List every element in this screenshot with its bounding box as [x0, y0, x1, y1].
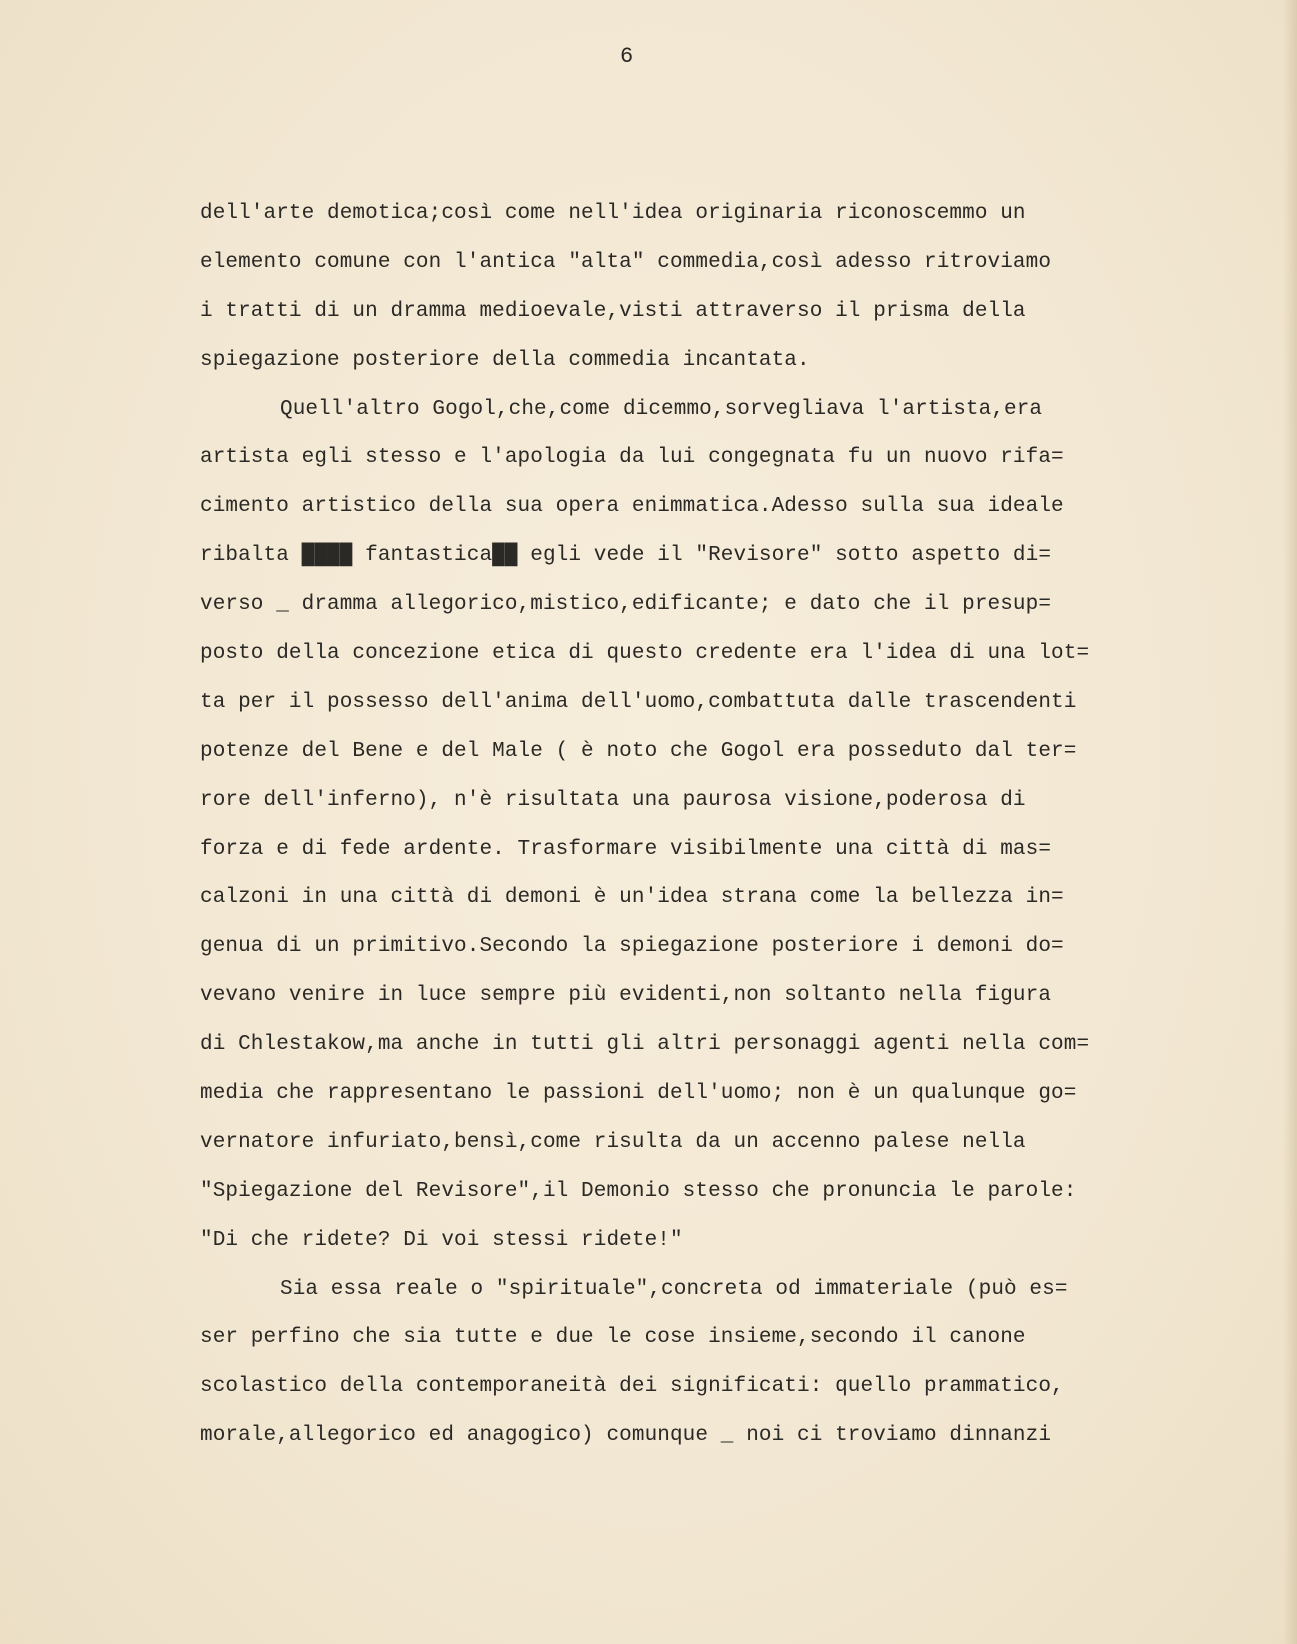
- text-line: calzoni in una città di demoni è un'idea strana come la bellezza in=: [200, 886, 1064, 910]
- text-line: cimento artistico della sua opera enimmatica.Adesso sulla sua ideale: [200, 495, 1064, 519]
- text-line: artista egli stesso e l'apologia da lui congegnata fu un nuovo rifa=: [200, 446, 1064, 470]
- paragraph-start-line: Sia essa reale o "spirituale",concreta od immateriale (può es=: [280, 1277, 1068, 1301]
- text-line: ta per il possesso dell'anima dell'uomo,combattuta dalle trascendenti: [200, 690, 1077, 714]
- text-line: spiegazione posteriore della commedia incantata.: [200, 348, 810, 372]
- text-line: scolastico della contemporaneità dei significati: quello prammatico,: [200, 1375, 1064, 1399]
- page-number: 6: [620, 44, 635, 69]
- text-line: forza e di fede ardente. Trasformare visibilmente una città di mas=: [200, 837, 1052, 861]
- body-text: [200, 190, 1240, 1461]
- text-line: "Di che ridete? Di voi stessi ridete!": [200, 1228, 683, 1252]
- text-line: ser perfino che sia tutte e due le cose insieme,secondo il canone: [200, 1326, 1026, 1350]
- text-line: media che rappresentano le passioni dell'uomo; non è un qualunque go=: [200, 1082, 1077, 1106]
- text-line: dell'arte demotica;così come nell'idea originaria riconoscemmo un: [200, 202, 1026, 225]
- text-line: ribalta ████ fantastica██ egli vede il "Revisore" sotto aspetto di=: [200, 544, 1052, 568]
- paragraph-start-line: Quell'altro Gogol,che,come dicemmo,sorvegliava l'artista,era: [280, 397, 1043, 421]
- text-line: posto della concezione etica di questo credente era l'idea di una lot=: [200, 642, 1090, 666]
- text-line: elemento comune con l'antica "alta" commedia,così adesso ritroviamo: [200, 250, 1052, 274]
- text-line: verso _ dramma allegorico,mistico,edificante; e dato che il presup=: [200, 593, 1052, 617]
- text-line: genua di un primitivo.Secondo la spiegazione posteriore i demoni do=: [200, 935, 1064, 959]
- text-line: morale,allegorico ed anagogico) comunque _ noi ci troviamo dinnanzi: [200, 1424, 1052, 1448]
- text-line: vevano venire in luce sempre più evidenti,non soltanto nella figura: [200, 984, 1052, 1008]
- text-line: vernatore infuriato,bensì,come risulta da un accenno palese nella: [200, 1130, 1026, 1154]
- text-line: i tratti di un dramma medioevale,visti attraverso il prisma della: [200, 299, 1026, 323]
- text-line: "Spiegazione del Revisore",il Demonio stesso che pronuncia le parole:: [200, 1179, 1077, 1203]
- paper-edge-shadow: [1283, 0, 1297, 1644]
- text-line: potenze del Bene e del Male ( è noto che Gogol era posseduto dal ter=: [200, 739, 1077, 763]
- text-line: di Chlestakow,ma anche in tutti gli altri personaggi agenti nella com=: [200, 1033, 1090, 1057]
- text-line: rore dell'inferno), n'è risultata una paurosa visione,poderosa di: [200, 788, 1026, 812]
